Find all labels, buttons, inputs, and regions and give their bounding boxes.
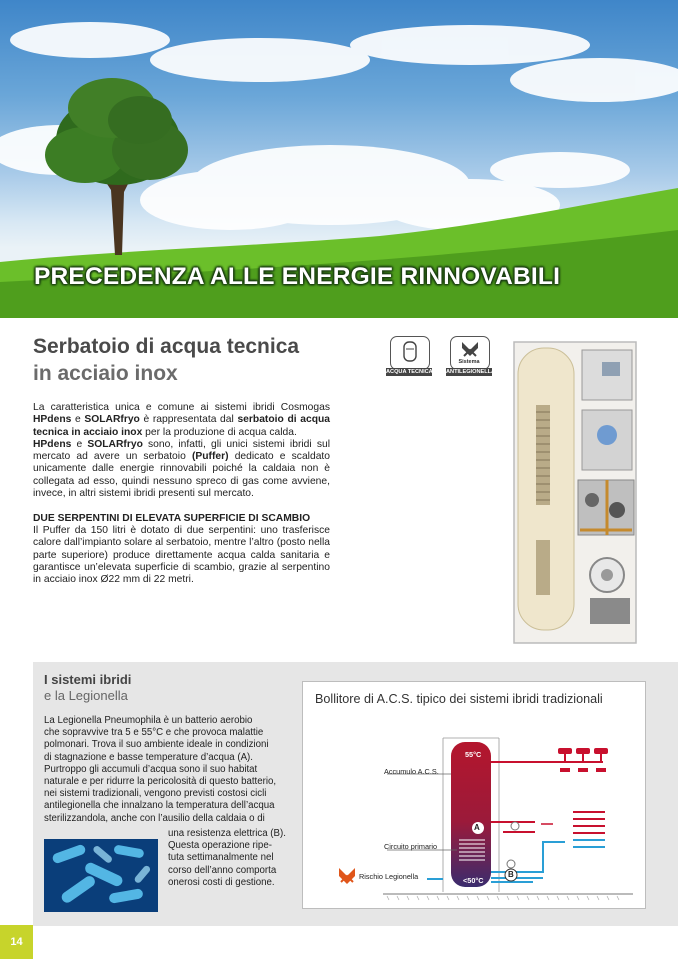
legionella-text xyxy=(44,715,289,825)
bacteria-image xyxy=(44,839,158,912)
label-accumulo: Accumulo A.C.S. xyxy=(384,767,439,776)
water-tank-icon xyxy=(391,337,429,369)
text-run: per la produzione di acqua calda. xyxy=(142,426,297,438)
text-line: tuta settimanalmente nel xyxy=(168,852,274,864)
tank-icon xyxy=(451,742,491,887)
text-line: La Legionella Pneumophila è un batterio aerobio xyxy=(44,715,253,726)
text-line: corso dell’anno comporta xyxy=(168,864,277,876)
badge-frame xyxy=(390,336,430,370)
text-line: naturale e per ridurre la pericolosità di questo batterio, xyxy=(44,776,277,788)
label-circuito: Circuito primario xyxy=(384,842,438,851)
text-line: una resistenza elettrica (B). xyxy=(168,828,286,839)
text-line: polmonari. Trova il suo ambiente ideale in condizioni xyxy=(44,739,269,751)
text-line: sterilizzandola, anche con l’ausilio della caldaia o di xyxy=(44,812,265,824)
intro-paragraph-2 xyxy=(33,439,330,500)
badge-acqua-tecnica xyxy=(386,336,432,378)
hero-banner xyxy=(0,0,678,318)
radiator-icon xyxy=(573,812,605,833)
subheading: DUE SERPENTINI DI ELEVATA SUPERFICIE DI SCAMBIO xyxy=(33,513,311,524)
badge-sublabel: Sistema xyxy=(458,359,480,365)
tree-icon xyxy=(45,78,188,255)
text-run: e xyxy=(71,414,85,426)
product-name: SOLARfryo xyxy=(84,414,140,426)
text-line: che sopravvive tra 5 e 55°C e che provoca malattie xyxy=(44,727,264,739)
text-line: antilegionella che innalzano la temperatura dell’acqua xyxy=(44,800,275,812)
legionella-title xyxy=(44,672,131,704)
boiler-schematic xyxy=(303,682,645,908)
page-number: 14 xyxy=(0,925,33,959)
badge-antilegionella xyxy=(446,336,496,378)
legionella-title-line2: e la Legionella xyxy=(44,688,128,703)
text-line: Purtroppo gli accumuli d’acqua sono il suo habitat xyxy=(44,763,258,775)
text-run: dedicato e scaldato unicamente dalle energie rinnovabili poiché la caldaia non è collegata ad esso, quindi nessuno spreco di gas come avviene, invece, in altri sistemi ibridi presenti sul mercato. xyxy=(33,451,331,500)
serpentini-text: Il Puffer da 150 litri è dotato di due serpentini: uno trasferisce calore dall’impianto solare al serbatoio, mentre l’altro (posto nella parte superiore) produce direttamente acqua calda sanitaria e garantisce un’elevata superficie di scambio, grazie al serpentino in acciaio inox Ø22 mm di 22 metri. xyxy=(33,525,330,586)
legionella-title-line1: I sistemi ibridi xyxy=(44,672,132,687)
product-name: SOLARfryo xyxy=(87,438,143,450)
temp-low: <50°C xyxy=(463,876,484,885)
legionella-icon xyxy=(451,337,489,361)
label-rischio: Rischio Legionella xyxy=(359,872,419,881)
section-title xyxy=(33,333,299,387)
text-line: di stagnazione e basse temperature d’acqua (A). xyxy=(44,751,253,763)
product-name: HPdens xyxy=(33,438,72,450)
text-run: e xyxy=(71,438,88,450)
text-line: nei sistemi tradizionali, vengono previsti costosi cicli xyxy=(44,788,267,800)
diagram-title: Bollitore di A.C.S. tipico dei sistemi ibridi tradizionali xyxy=(315,692,603,706)
text-run: è rappresentata dal xyxy=(139,414,238,426)
section-title-line2: in acciaio inox xyxy=(33,362,178,385)
text-run: La caratteristica unica e comune ai sistemi ibridi Cosmogas xyxy=(33,402,330,413)
text-line: Questa operazione ripe- xyxy=(168,840,272,852)
text-run: sono, infatti, gli unici sistemi ibridi sul mercato ad avere un serbatoio xyxy=(33,438,330,463)
legionella-warning-icon xyxy=(339,868,355,884)
badge-label: ACQUA TECNICA xyxy=(386,369,433,375)
highlight-text: serbatoio di acqua tecnica in acciaio inox xyxy=(33,414,330,438)
hybrid-unit-illustration xyxy=(512,340,638,645)
text-line: onerosi costi di gestione. xyxy=(168,876,275,888)
boiler-diagram xyxy=(302,681,646,909)
marker-b-label: B xyxy=(508,870,514,879)
highlight-text: (Puffer) xyxy=(191,451,229,463)
intro-paragraph-1 xyxy=(33,402,330,439)
badge-label: ANTILEGIONELLA xyxy=(446,369,496,375)
section-title-line1: Serbatoio di acqua tecnica xyxy=(33,335,300,358)
product-name: HPdens xyxy=(33,414,72,426)
hero-title: PRECEDENZA ALLE ENERGIE RINNOVABILI xyxy=(34,263,561,290)
intro-text xyxy=(33,402,330,500)
legionella-text-narrow xyxy=(168,828,289,889)
temp-high: 55°C xyxy=(465,750,482,759)
marker-a-label: A xyxy=(474,823,480,832)
